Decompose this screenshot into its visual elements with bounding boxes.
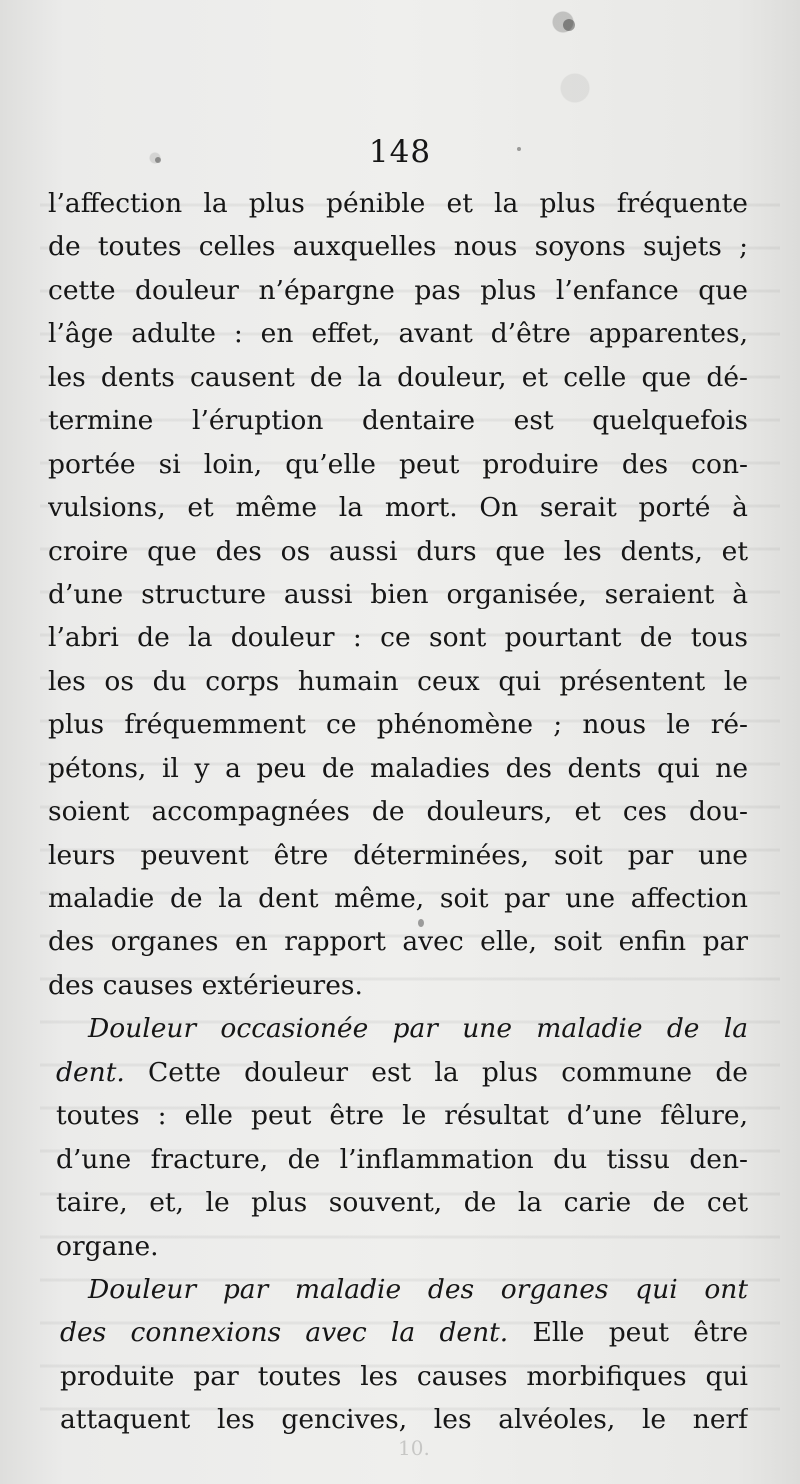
text-line: l’affection la plus pénible et la plus fréquente bbox=[48, 188, 748, 219]
text-line: les os du corps humain ceux qui présentent le bbox=[48, 665, 748, 697]
text-line: vulsions, et même la mort. On serait porté à bbox=[48, 492, 748, 524]
text-run: Elle peut être bbox=[508, 1317, 748, 1349]
text-line: les dents causent de la douleur, et celle que dé- bbox=[48, 361, 748, 393]
text-line: des organes en rapport avec elle, soit enfin par bbox=[48, 926, 748, 958]
text-run: Cette douleur est la plus commune de bbox=[124, 1056, 748, 1088]
body-text bbox=[48, 182, 748, 1442]
bleed-through-page-mark: 10. bbox=[398, 1436, 430, 1460]
text-line: d’une structure aussi bien organisée, seraient à bbox=[48, 578, 748, 610]
text-line-with-heading bbox=[48, 1051, 748, 1094]
text-line: portée si loin, qu’elle peut produire des con- bbox=[48, 448, 748, 480]
ink-spot bbox=[563, 19, 575, 31]
text-line: maladie de la dent même, soit par une affection bbox=[48, 883, 748, 914]
page-number: 148 bbox=[368, 134, 432, 170]
text-line: produite par toutes les causes morbifiques qui bbox=[60, 1360, 748, 1392]
text-line: soient accompagnées de douleurs, et ces dou- bbox=[48, 796, 748, 828]
text-line: attaquent les gencives, les alvéoles, le nerf bbox=[60, 1404, 748, 1436]
text-line: leurs peuvent être déterminées, soit par une bbox=[48, 839, 748, 871]
section-heading-line: Douleur par maladie des organes qui ont bbox=[88, 1273, 748, 1305]
text-line: d’une fracture, de l’inflammation du tissu den- bbox=[56, 1143, 748, 1175]
text-line: croire que des os aussi durs que les dents, et bbox=[48, 535, 748, 567]
text-line: l’âge adulte : en effet, avant d’être apparentes, bbox=[48, 318, 748, 350]
text-line: taire, et, le plus souvent, de la carie de cet bbox=[56, 1187, 748, 1219]
section-heading-end: des connexions avec la dent. bbox=[60, 1317, 509, 1349]
text-line-with-heading bbox=[48, 1311, 748, 1354]
text-line: termine l’éruption dentaire est quelquefois bbox=[48, 405, 748, 437]
text-line: l’abri de la douleur : ce sont pourtant de tous bbox=[48, 622, 748, 654]
text-line: de toutes celles auxquelles nous soyons sujets ; bbox=[48, 231, 748, 263]
section-heading-end: dent. bbox=[56, 1056, 125, 1088]
text-line: organe. bbox=[56, 1230, 159, 1262]
text-line: des causes extérieures. bbox=[48, 969, 363, 1001]
text-line: pétons, il y a peu de maladies des dents qui ne bbox=[48, 752, 748, 784]
section-heading-line: Douleur occasionée par une maladie de la bbox=[88, 1013, 748, 1045]
text-line: cette douleur n’épargne pas plus l’enfance que bbox=[48, 274, 748, 306]
text-line: toutes : elle peut être le résultat d’une fêlure, bbox=[56, 1100, 748, 1132]
text-line: plus fréquemment ce phénomène ; nous le ré- bbox=[48, 709, 748, 741]
